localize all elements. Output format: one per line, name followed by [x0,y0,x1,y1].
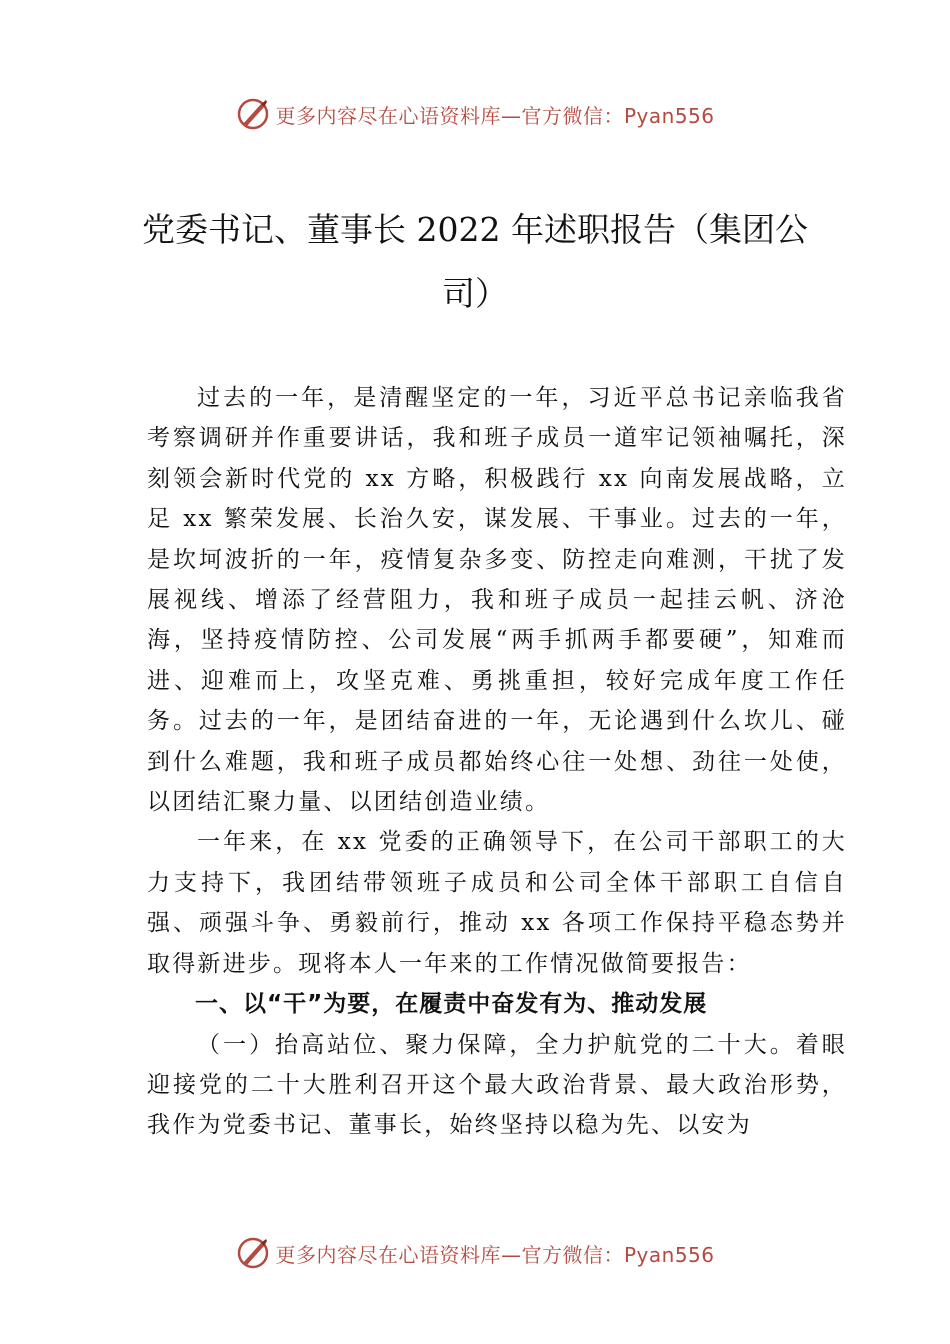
wechat-account: Pyan556 [623,1242,715,1267]
watermark-header [0,94,950,134]
paragraph-2: 一年来，在 xx 党委的正确领导下，在公司干部职工的大力支持下，我团结带领班子成员和公司全体干部职工自信自强、顽强斗争、勇毅前行，推动 xx 各项工作保持平稳态势并取得新进步。现将本人一年来的工作情况做简要报告： [147,829,847,977]
quill-logo-icon [235,1235,271,1271]
watermark-text: 更多内容尽在心语资料库—官方微信：Pyan556 [275,103,715,128]
section-heading-1: 一、以“干”为要，在履责中奋发有为、推动发展 [195,991,708,1018]
watermark-footer [0,1233,950,1273]
paragraph-1: 过去的一年，是清醒坚定的一年，习近平总书记亲临我省考察调研并作重要讲话，我和班子成员一道牢记领袖嘱托，深刻领会新时代党的 xx 方略，积极践行 xx 向南发展战略，立足 xx 繁荣发展、长治久安，谋发展、干事业。过去的一年，是坎坷波折的一年，疫情复杂多变、防控走向难测，干扰了发展视线、增添了经营阻力，我和班子成员一起挂云帆、济沧海，坚持疫情防控、公司发展“两手抓两手都要硬”，知难而进、迎难而上，攻坚克难、勇挑重担，较好完成年度工作任务。过去的一年，是团结奋进的一年，无论遇到什么坎儿、碰到什么难题，我和班子成员都始终心往一处想、劲往一处使，以团结汇聚力量、以团结创造业绩。 [147,385,847,816]
quill-logo-icon [235,96,271,132]
watermark-text: 更多内容尽在心语资料库—官方微信：Pyan556 [275,1242,715,1267]
paragraph-3: （一）抬高站位、聚力保障，全力护航党的二十大。着眼迎接党的二十大胜利召开这个最大政治背景、最大政治形势，我作为党委书记、董事长，始终坚持以稳为先、以安为 [147,1031,847,1139]
document-body [147,378,847,1146]
wechat-account: Pyan556 [623,103,715,128]
document-title: 党委书记、董事长 2022 年述职报告（集团公司） [142,210,808,313]
